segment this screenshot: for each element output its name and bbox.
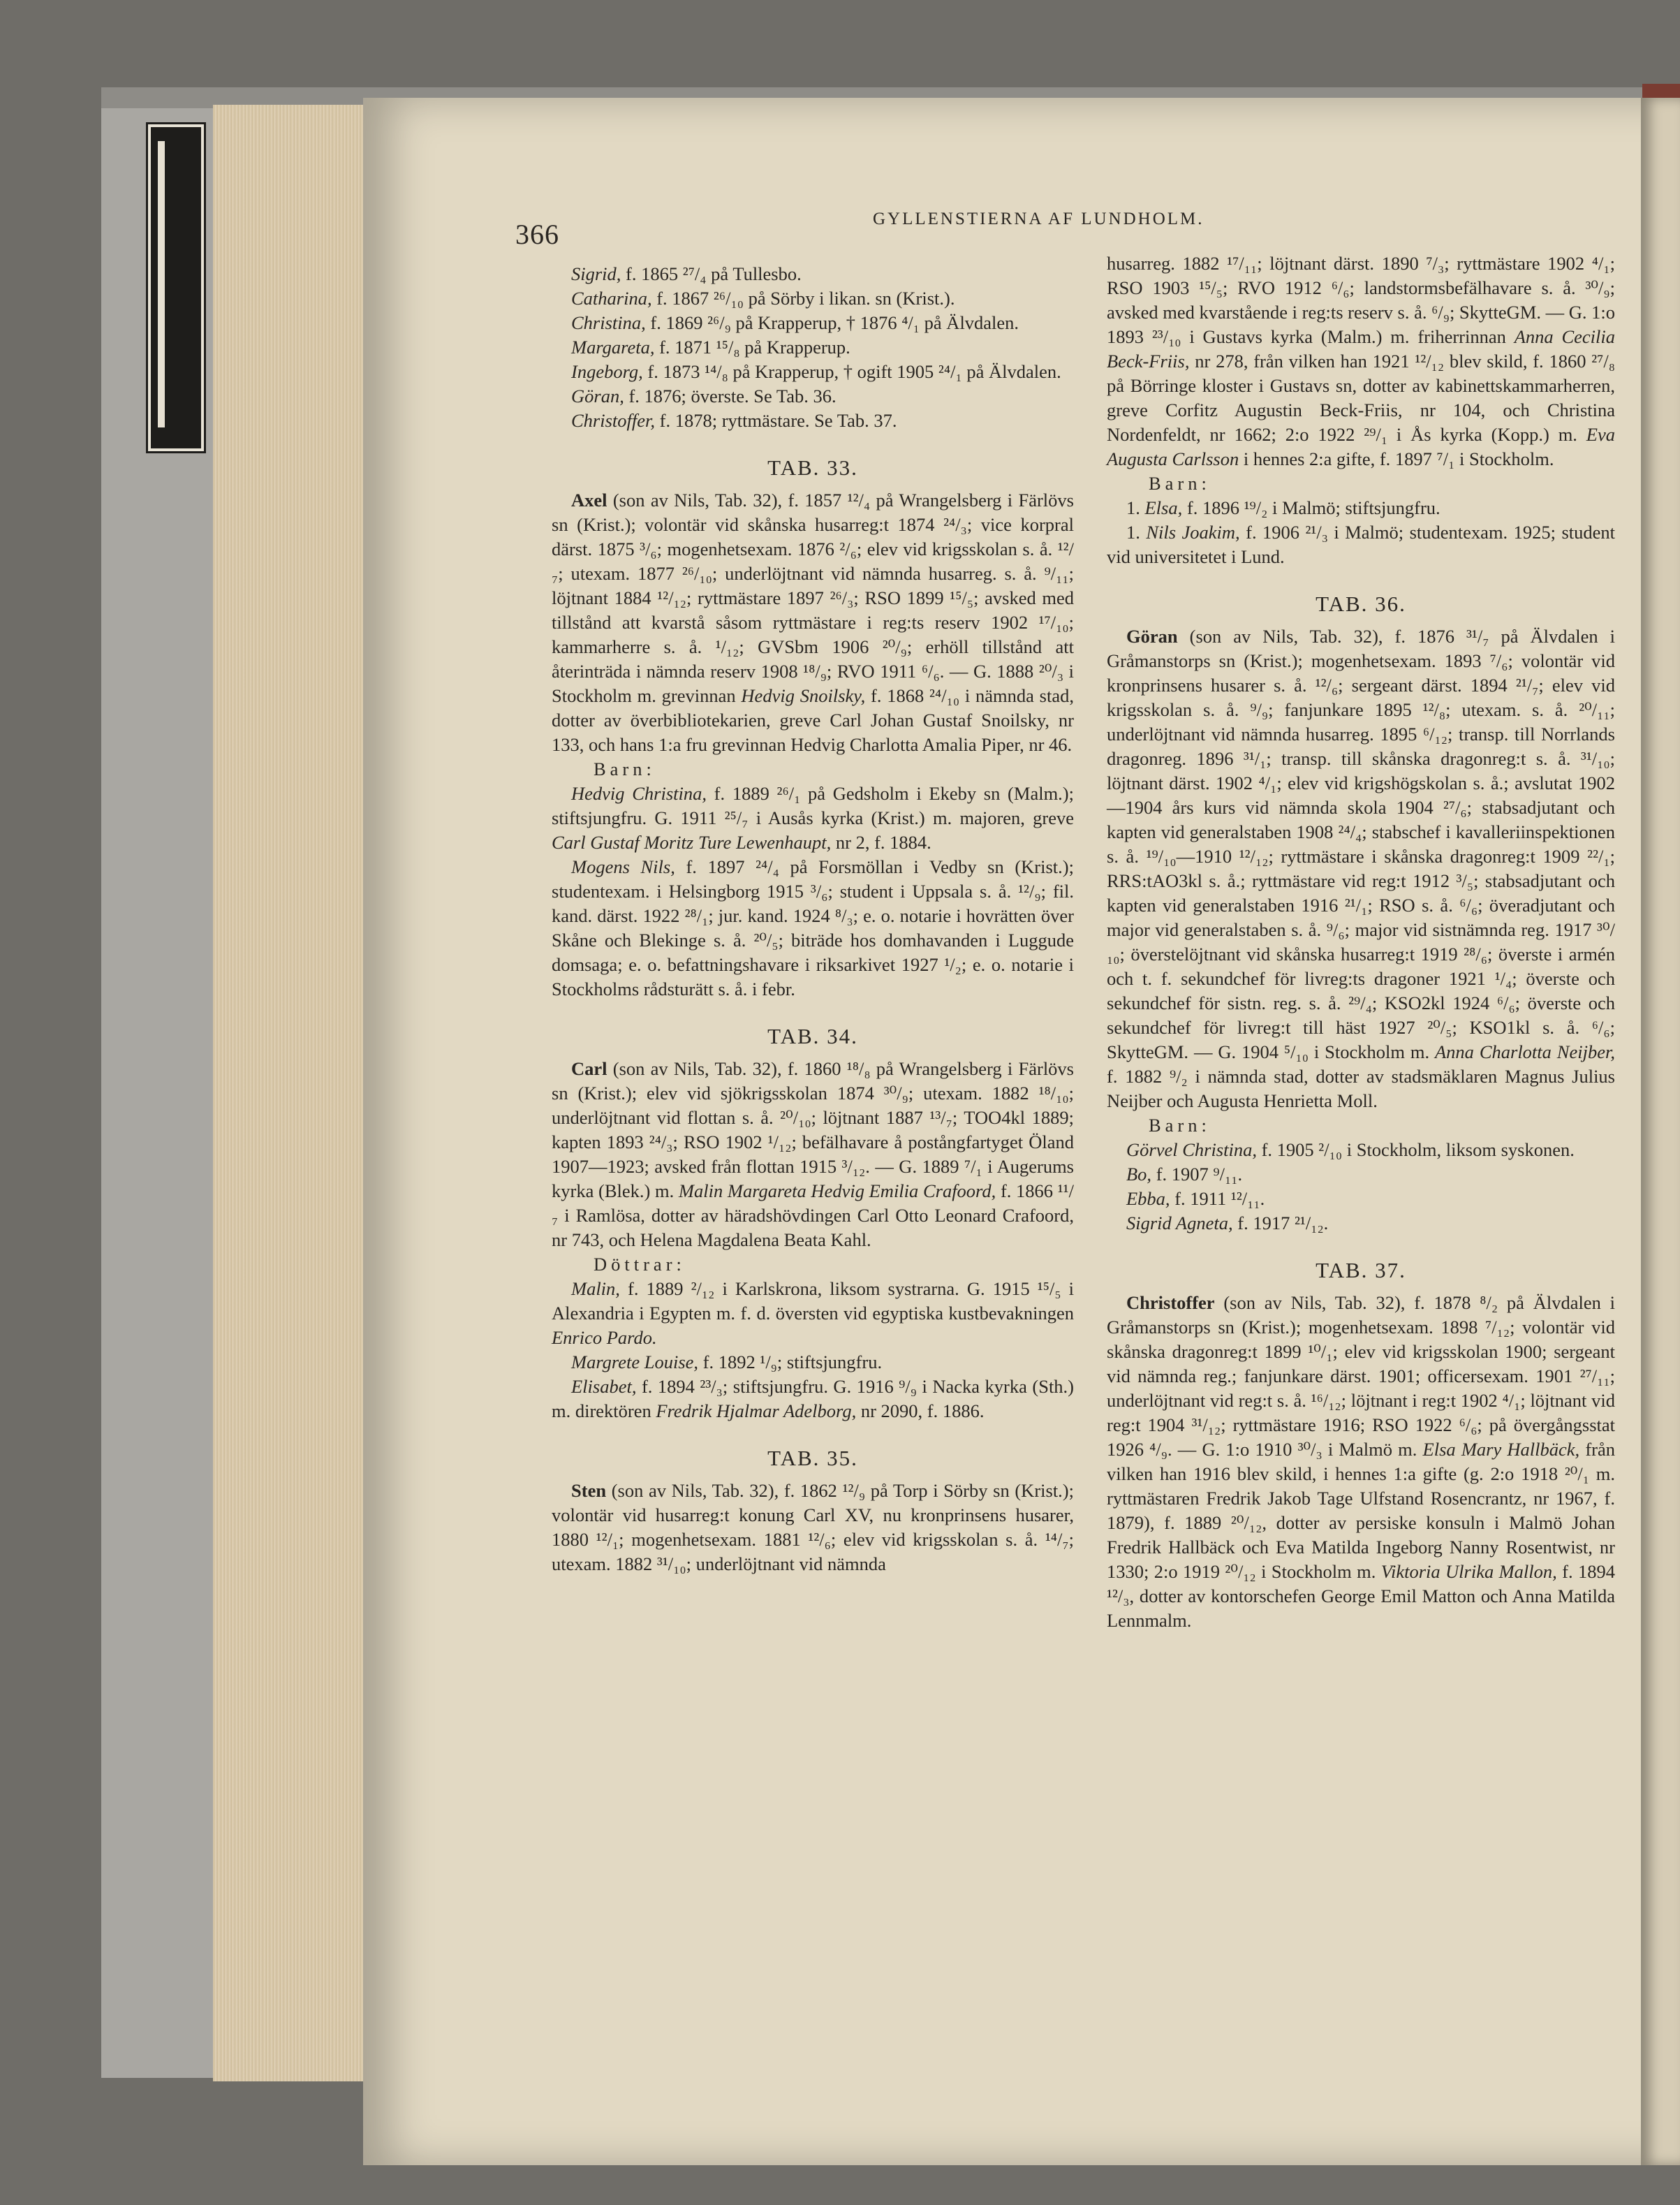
tab-35-barn: Barn: bbox=[1149, 473, 1211, 494]
tab-33-child-1: Hedvig Christina, f. 1889 ²⁶/₁ på Gedsholm i Ekeby sn (Malm.); stiftsjungfru. G. 1911 ²⁵/₇ i Ausås kyrka (Krist.) m. majoren, greve Carl Gustaf Moritz Ture Lewenhaupt, nr 2, f. 1884. bbox=[552, 783, 1074, 853]
entry-margareta: Margareta, f. 1871 ¹⁵/₈ på Krapperup. bbox=[571, 337, 850, 358]
entry-sigrid: Sigrid, f. 1865 ²⁷/₄ på Tullesbo. bbox=[571, 263, 802, 284]
running-title: GYLLENSTIERNA AF LUNDHOLM. bbox=[873, 210, 1204, 228]
entry-ingeborg: Ingeborg, f. 1873 ¹⁴/₈ på Krapperup, † ogift 1905 ²⁴/₁ på Älvdalen. bbox=[571, 361, 1061, 382]
tab-35-heading: TAB. 35. bbox=[767, 1446, 858, 1470]
tab-34-heading: TAB. 34. bbox=[767, 1024, 858, 1048]
right-column bbox=[1107, 251, 1615, 1633]
tab-36-entry: Göran (son av Nils, Tab. 32), f. 1876 ³¹/₇ på Älvdalen i Gråmanstorps sn (Krist.); mogenhetsexam. 1893 ⁷/₆; volontär vid kronprinsens husarer s. å. ¹²/₆; sergeant därst. 1894 ²¹/₇; elev vid krigsskolan s. å. ⁹/₉; fanjunkare 1895 ¹²/₈; utexam. s. å. ²⁰/₁₁; underlöjtnant vid nämnda husarreg. 1895 ⁶/₁₂; transp. till Norrlands dragonreg. 1896 ³¹/₁; transp. till skånska dragonreg:t s. å. ³¹/₁₀; löjtnant därst. 1902 ⁴/₁; elev vid krigshögskolan s. å.; avslutat 1902—1904 års kurs vid nämnda skola 1904 ²⁷/₆; stabsadjutant och kapten vid generalstaben 1908 ²⁴/₄; stabschef i kavalleriinspektionen s. å. ¹⁹/₁₀—1910 ¹²/₁₂; ryttmästare i skånska dragonreg:t 1909 ²²/₁; RRS:tAO3kl s. å.; ryttmästare vid reg:t 1912 ³/₅; stabsadjutant och kapten vid generalstaben 1916 ²¹/₁; RSO s. å. ⁶/₆; överadjutant och major vid generalstaben s. å. ⁹/₆; major vid sistnämnda reg. 1917 ³⁰/₁₀; överstelöjtnant vid skånska husarreg:t 1919 ²⁸/₆; överste i armén och t. f. sekundchef för livreg:ts dragoner 1921 ¹/₄; överste och sekundchef för sistn. reg. s. å. ²⁹/₄; KSO2kl 1924 ⁶/₆; överste och sekundchef för livreg:t till häst 1927 ²⁰/₅; KSO1kl s. å. ⁶/₆; SkytteGM. — G. 1904 ⁵/₁₀ i Stockholm m. Anna Charlotta Neijber, f. 1882 ⁹/₂ i nämnda stad, dotter av stadsmäklaren Magnus Julius Neijber och Augusta Henrietta Moll. bbox=[1107, 626, 1615, 1111]
tab-36-child-1: Görvel Christina, f. 1905 ²/₁₀ i Stockholm, liksom syskonen. bbox=[1126, 1139, 1575, 1160]
spine-label bbox=[148, 124, 204, 451]
tab-33-heading: TAB. 33. bbox=[767, 455, 858, 480]
tab-36-child-4: Sigrid Agneta, f. 1917 ²¹/₁₂. bbox=[1126, 1213, 1329, 1233]
entry-christina: Christina, f. 1869 ²⁶/₉ på Krapperup, † 1876 ⁴/₁ på Älvdalen. bbox=[571, 312, 1019, 333]
next-page bbox=[1641, 98, 1680, 2165]
entry-catharina: Catharina, f. 1867 ²⁶/₁₀ på Sörby i likan. sn (Krist.). bbox=[571, 288, 955, 309]
page-number: 366 bbox=[515, 219, 559, 250]
tab-34-daughter-2: Margrete Louise, f. 1892 ¹/₉; stiftsjungfru. bbox=[571, 1351, 883, 1372]
entry-goran: Göran, f. 1876; överste. Se Tab. 36. bbox=[571, 386, 837, 406]
tab-33-entry: Axel (son av Nils, Tab. 32), f. 1857 ¹²/₄ på Wrangelsberg i Färlövs sn (Krist.); volontär vid skånska husarreg:t 1874 ²⁴/₃; vice korpral därst. 1875 ³/₆; mogenhetsexam. 1876 ²/₆; elev vid krigsskolan s. å. ¹²/₇; utexam. 1877 ²⁶/₁₀; underlöjtnant vid nämnda husarreg. s. å. ⁹/₁₁; löjtnant 1884 ¹²/₁₂; ryttmästare 1897 ²⁶/₃; RSO 1899 ¹⁵/₅; avsked med tillstånd att kvarstå såsom ryttmästare i reg:ts reserv 1902 ¹⁷/₁₀; kammarherre s. å. ¹/₁₂; GVSbm 1906 ²⁰/₉; erhöll tillstånd att återinträda i nämnda reserv 1908 ¹⁸/₉; RVO 1911 ⁶/₆. — G. 1888 ²⁰/₃ i Stockholm m. grevinnan Hedvig Snoilsky, f. 1868 ²⁴/₁₀ i nämnda stad, dotter av överbibliotekarien, greve Carl Johan Gustaf Snoilsky, nr 133, och hans 1:a fru grevinnan Hedvig Charlotta Amalia Piper, nr 46. bbox=[552, 490, 1074, 755]
tab-35-continued: husarreg. 1882 ¹⁷/₁₁; löjtnant därst. 1890 ⁷/₃; ryttmästare 1902 ⁴/₁; RSO 1903 ¹⁵/₅; RVO 1912 ⁶/₆; landstormsbefälhavare s. å. ³⁰/₉; avsked med kvarstående i reg:ts reserv s. å. ⁶/₉; SkytteGM. — G. 1:o 1893 ²³/₁₀ i Gustavs kyrka (Malm.) m. friherrinnan Anna Cecilia Beck-Friis, nr 278, från vilken han 1921 ¹²/₁₂ blev skild, f. 1860 ²⁷/₈ på Börringe kloster i Gustavs sn, dotter av kabinettskammarherren, greve Corfitz Augustin Beck-Friis, nr 104, och Christina Nordenfeldt, nr 1662; 2:o 1922 ²⁹/₁ i Ås kyrka (Kopp.) m. Eva Augusta Carlsson i hennes 2:a gifte, f. 1897 ⁷/₁ i Stockholm. bbox=[1107, 253, 1615, 469]
tab-37-heading: TAB. 37. bbox=[1316, 1258, 1406, 1282]
tab-35-child-1: 1. Elsa, f. 1896 ¹⁹/₂ i Malmö; stiftsjungfru. bbox=[1126, 497, 1440, 518]
tab-33-child-2: Mogens Nils, f. 1897 ²⁴/₄ på Forsmöllan i Vedby sn (Krist.); studentexam. i Helsingborg 1915 ³/₆; student i Uppsala s. å. ¹²/₉; fil. kand. därst. 1922 ²⁸/₁; jur. kand. 1924 ⁸/₃; e. o. notarie i hovrätten över Skåne och Blekinge s. å. ²⁰/₅; biträde hos domhavanden i Luggude domsaga; e. o. befattningshavare i riksarkivet 1927 ¹/₂; e. o. notarie i Stockholms rådsturätt s. å. i febr. bbox=[552, 856, 1074, 999]
tab-34-daughter-3: Elisabet, f. 1894 ²³/₃; stiftsjungfru. G. 1916 ⁹/₉ i Nacka kyrka (Sth.) m. direktören Fredrik Hjalmar Adelborg, nr 2090, f. 1886. bbox=[552, 1376, 1074, 1421]
left-column bbox=[552, 262, 1074, 1576]
page-edges bbox=[213, 105, 388, 2081]
tab-34-dottrar: Döttrar: bbox=[594, 1254, 686, 1275]
tab-35-child-2: 1. Nils Joakim, f. 1906 ²¹/₃ i Malmö; studentexam. 1925; student vid universitetet i Lund. bbox=[1107, 522, 1615, 567]
tab-34-entry: Carl (son av Nils, Tab. 32), f. 1860 ¹⁸/₈ på Wrangelsberg i Färlövs sn (Krist.); elev vid sjökrigsskolan 1874 ³⁰/₉; utexam. 1882 ¹⁸/₁₀; underlöjtnant vid flottan s. å. ²⁰/₁₀; löjtnant 1887 ¹³/₇; TOO4kl 1889; kapten 1893 ²⁴/₃; RSO 1902 ¹/₁₂; befälhavare å postångfartyget Öland 1907—1923; avsked från flottan 1915 ³/₁₂. — G. 1889 ⁷/₁ i Augerums kyrka (Blek.) m. Malin Margareta Hedvig Emilia Crafoord, f. 1866 ¹¹/₇ i Ramlösa, dotter av häradshövdingen Carl Otto Leonard Crafoord, nr 743, och Helena Magdalena Beata Kahl. bbox=[552, 1058, 1074, 1250]
tab-35-entry: Sten (son av Nils, Tab. 32), f. 1862 ¹²/₉ på Torp i Sörby sn (Krist.); volontär vid husarreg:t konung Carl XV, nu kronprinsens husarer, 1880 ¹²/₁; mogenhetsexam. 1881 ¹²/₆; elev vid krigsskolan s. å. ¹⁴/₇; utexam. 1882 ³¹/₁₀; underlöjtnant vid nämnda bbox=[552, 1480, 1074, 1574]
tab-34-daughter-1: Malin, f. 1889 ²/₁₂ i Karlskrona, liksom systrarna. G. 1915 ¹⁵/₅ i Alexandria i Egypten m. f. d. översten vid egyptiska kustbevakningen Enrico Pardo. bbox=[552, 1278, 1074, 1348]
tab-33-barn: Barn: bbox=[594, 759, 656, 779]
tab-36-heading: TAB. 36. bbox=[1316, 592, 1406, 616]
tab-36-child-2: Bo, f. 1907 ⁹/₁₁. bbox=[1126, 1164, 1243, 1185]
tab-36-barn: Barn: bbox=[1149, 1115, 1211, 1136]
entry-christoffer: Christoffer, f. 1878; ryttmästare. Se Tab. 37. bbox=[571, 410, 897, 431]
tab-37-entry: Christoffer (son av Nils, Tab. 32), f. 1878 ⁸/₂ på Älvdalen i Gråmanstorps sn (Krist.); mogenhetsexam. 1898 ⁷/₁₂; volontär vid skånska dragonreg:t 1899 ¹⁰/₁; elev vid krigsskolan 1900; sergeant vid nämnda reg.; fanjunkare därst. 1901; officersexam. 1901 ²⁷/₁₁; underlöjtnant vid reg:t s. å. ¹⁶/₁₂; löjtnant i reg:t 1902 ⁴/₁; löjtnant vid reg:t 1904 ³¹/₁₂; ryttmästare 1916; RSO 1922 ⁶/₆; på övergångsstat 1926 ⁴/₉. — G. 1:o 1910 ³⁰/₃ i Malmö m. Elsa Mary Hallbäck, från vilken han 1916 blev skild, i hennes 1:a gifte (g. 2:o 1918 ²⁰/₁ m. ryttmästaren Fredrik Jakob Tage Ulfstand Rosencrantz, nr 1967, f. 1879), f. 1889 ²⁰/₁₂, dotter av persiske konsuln i Malmö Johan Fredrik Hallbäck och Eva Matilda Ingeborg Nanny Rosentwist, nr 1330; 2:o 1919 ²⁰/₁₂ i Stockholm m. Viktoria Ulrika Mallon, f. 1894 ¹²/₃, dotter av kontorschefen George Emil Matton och Anna Matilda Lennmalm. bbox=[1107, 1292, 1615, 1631]
next-cover-edge bbox=[1642, 84, 1680, 99]
tab-36-child-3: Ebba, f. 1911 ¹²/₁₁. bbox=[1126, 1188, 1265, 1209]
